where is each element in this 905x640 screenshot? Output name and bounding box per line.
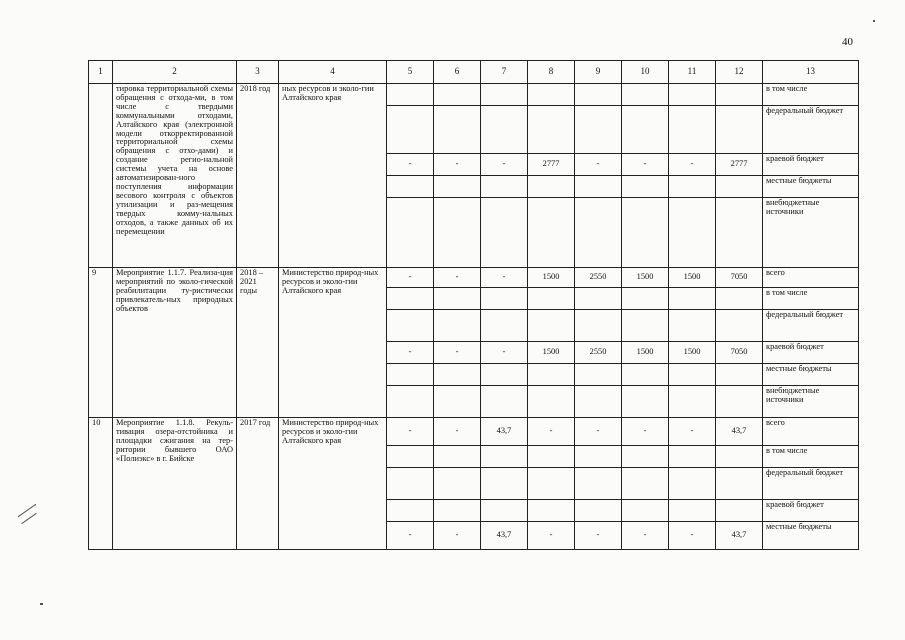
row-number: 9: [89, 268, 113, 418]
value-cell: [481, 84, 528, 106]
funding-source-cell: федеральный бюджет: [763, 310, 859, 342]
value-cell: [669, 500, 716, 522]
column-header: 8: [528, 61, 575, 84]
value-cell: [387, 310, 434, 342]
table-row: [89, 418, 859, 446]
value-cell: [387, 106, 434, 154]
value-cell: -: [669, 418, 716, 446]
value-cell: [669, 288, 716, 310]
value-cell: [622, 106, 669, 154]
funding-source-cell: федеральный бюджет: [763, 106, 859, 154]
value-cell: [434, 84, 481, 106]
value-cell: -: [575, 522, 622, 550]
value-cell: [622, 386, 669, 418]
funding-source-cell: в том числе: [763, 446, 859, 468]
value-cell: [387, 364, 434, 386]
value-cell: [481, 386, 528, 418]
column-header: 6: [434, 61, 481, 84]
value-cell: [669, 84, 716, 106]
value-cell: [481, 106, 528, 154]
value-cell: 2777: [716, 154, 763, 176]
value-cell: 1500: [622, 342, 669, 364]
column-header: 11: [669, 61, 716, 84]
value-cell: -: [481, 268, 528, 288]
value-cell: -: [481, 342, 528, 364]
value-cell: 43,7: [716, 418, 763, 446]
event-description: тировка территориальной схемы обращения с отхода-ми, в том числе с твердыми коммунальными отходами, Алтайского края (электронной модели откорректированной территориальной схемы обращения с отхо-дами) и создание регио-нальной системы учета на основе автоматизирован-ного поступления информации весового контроля с объектов утилизации и раз-мещения твердых комму-нальных отходов, а также данных об их перемещении: [113, 84, 237, 268]
value-cell: [716, 176, 763, 198]
value-cell: [434, 364, 481, 386]
value-cell: [669, 176, 716, 198]
value-cell: [528, 446, 575, 468]
value-cell: [387, 500, 434, 522]
column-header: 4: [279, 61, 387, 84]
value-cell: [528, 500, 575, 522]
scan-speck: [21, 513, 36, 524]
value-cell: -: [387, 418, 434, 446]
funding-source-cell: краевой бюджет: [763, 500, 859, 522]
column-header: 7: [481, 61, 528, 84]
value-cell: [528, 310, 575, 342]
value-cell: [575, 198, 622, 268]
table-row: [89, 268, 859, 288]
value-cell: [481, 500, 528, 522]
value-cell: -: [622, 418, 669, 446]
value-cell: [575, 468, 622, 500]
value-cell: [716, 468, 763, 500]
value-cell: [481, 310, 528, 342]
value-cell: [716, 288, 763, 310]
value-cell: [434, 176, 481, 198]
value-cell: [528, 468, 575, 500]
table-row: [89, 84, 859, 106]
header-row: [89, 61, 859, 84]
period-cell: 2017 год: [237, 418, 279, 550]
scan-speck: [873, 20, 875, 22]
value-cell: [575, 288, 622, 310]
budget-table: [88, 60, 859, 550]
funding-source-cell: всего: [763, 418, 859, 446]
value-cell: [716, 310, 763, 342]
value-cell: [716, 84, 763, 106]
funding-source-cell: в том числе: [763, 288, 859, 310]
value-cell: [481, 198, 528, 268]
value-cell: 43,7: [481, 418, 528, 446]
value-cell: [716, 198, 763, 268]
value-cell: -: [434, 418, 481, 446]
period-cell: 2018 – 2021 годы: [237, 268, 279, 418]
value-cell: [716, 386, 763, 418]
value-cell: -: [528, 522, 575, 550]
page-number: 40: [842, 36, 853, 48]
executor-cell: ных ресурсов и эколо-гии Алтайского края: [279, 84, 387, 268]
value-cell: [622, 500, 669, 522]
value-cell: 1500: [528, 268, 575, 288]
event-description: Мероприятие 1.1.8. Рекуль-тивация озера-отстойника и площадки сжигания на тер-ритории бывшего ОАО «Полиэкс» в г. Бийске: [113, 418, 237, 550]
value-cell: 43,7: [481, 522, 528, 550]
column-header: 12: [716, 61, 763, 84]
value-cell: [575, 176, 622, 198]
value-cell: [481, 176, 528, 198]
value-cell: [387, 176, 434, 198]
value-cell: [622, 176, 669, 198]
value-cell: [528, 106, 575, 154]
funding-source-cell: в том числе: [763, 84, 859, 106]
value-cell: [434, 468, 481, 500]
value-cell: -: [575, 154, 622, 176]
value-cell: [622, 446, 669, 468]
value-cell: -: [434, 154, 481, 176]
column-header: 9: [575, 61, 622, 84]
value-cell: -: [387, 342, 434, 364]
value-cell: [434, 500, 481, 522]
value-cell: [716, 106, 763, 154]
value-cell: -: [669, 154, 716, 176]
value-cell: [387, 288, 434, 310]
funding-source-cell: местные бюджеты: [763, 364, 859, 386]
value-cell: [481, 288, 528, 310]
value-cell: [434, 198, 481, 268]
value-cell: [575, 106, 622, 154]
value-cell: [481, 364, 528, 386]
value-cell: [434, 310, 481, 342]
column-header: 5: [387, 61, 434, 84]
value-cell: [528, 84, 575, 106]
value-cell: -: [434, 522, 481, 550]
value-cell: [575, 84, 622, 106]
row-number: 10: [89, 418, 113, 550]
value-cell: [575, 386, 622, 418]
column-header: 10: [622, 61, 669, 84]
value-cell: -: [575, 418, 622, 446]
funding-source-cell: местные бюджеты: [763, 176, 859, 198]
value-cell: [716, 446, 763, 468]
period-cell: 2018 год: [237, 84, 279, 268]
column-header: 3: [237, 61, 279, 84]
scan-speck: [40, 603, 43, 605]
funding-source-cell: всего: [763, 268, 859, 288]
funding-source-cell: краевой бюджет: [763, 154, 859, 176]
value-cell: [622, 468, 669, 500]
value-cell: -: [622, 522, 669, 550]
value-cell: [716, 364, 763, 386]
value-cell: [575, 310, 622, 342]
value-cell: -: [387, 522, 434, 550]
funding-source-cell: внебюджетные источники: [763, 386, 859, 418]
value-cell: [622, 198, 669, 268]
value-cell: [387, 468, 434, 500]
column-header: 1: [89, 61, 113, 84]
row-number: [89, 84, 113, 268]
executor-cell: Министерство природ-ных ресурсов и эколо-гии Алтайского края: [279, 418, 387, 550]
value-cell: 43,7: [716, 522, 763, 550]
value-cell: 1500: [669, 268, 716, 288]
column-header: 13: [763, 61, 859, 84]
value-cell: -: [434, 342, 481, 364]
value-cell: [434, 106, 481, 154]
value-cell: [434, 446, 481, 468]
value-cell: 1500: [622, 268, 669, 288]
value-cell: [622, 288, 669, 310]
value-cell: [575, 500, 622, 522]
value-cell: -: [434, 268, 481, 288]
value-cell: [387, 84, 434, 106]
value-cell: -: [528, 418, 575, 446]
event-description: Мероприятие 1.1.7. Реализа-ция мероприятий по эколо-гической реабилитации ту-ристически привлекатель-ных природных объектов: [113, 268, 237, 418]
value-cell: [481, 468, 528, 500]
value-cell: 1500: [528, 342, 575, 364]
value-cell: 2550: [575, 268, 622, 288]
value-cell: [669, 446, 716, 468]
value-cell: -: [481, 154, 528, 176]
value-cell: [528, 288, 575, 310]
value-cell: [528, 176, 575, 198]
value-cell: [528, 364, 575, 386]
value-cell: -: [387, 268, 434, 288]
value-cell: [669, 386, 716, 418]
value-cell: 1500: [669, 342, 716, 364]
column-header: 2: [113, 61, 237, 84]
value-cell: 7050: [716, 342, 763, 364]
value-cell: [575, 364, 622, 386]
value-cell: -: [669, 522, 716, 550]
value-cell: [669, 364, 716, 386]
value-cell: 7050: [716, 268, 763, 288]
value-cell: [481, 446, 528, 468]
value-cell: [669, 468, 716, 500]
value-cell: [622, 84, 669, 106]
value-cell: [669, 106, 716, 154]
value-cell: [669, 198, 716, 268]
value-cell: [434, 386, 481, 418]
funding-source-cell: местные бюджеты: [763, 522, 859, 550]
value-cell: [669, 310, 716, 342]
value-cell: 2550: [575, 342, 622, 364]
value-cell: [387, 198, 434, 268]
value-cell: [387, 386, 434, 418]
value-cell: [387, 446, 434, 468]
value-cell: -: [387, 154, 434, 176]
value-cell: -: [622, 154, 669, 176]
value-cell: [622, 310, 669, 342]
value-cell: [622, 364, 669, 386]
value-cell: [716, 500, 763, 522]
value-cell: [528, 386, 575, 418]
funding-source-cell: внебюджетные источники: [763, 198, 859, 268]
value-cell: [434, 288, 481, 310]
executor-cell: Министерство природ-ных ресурсов и эколо-гии Алтайского края: [279, 268, 387, 418]
funding-source-cell: краевой бюджет: [763, 342, 859, 364]
value-cell: [575, 446, 622, 468]
funding-source-cell: федеральный бюджет: [763, 468, 859, 500]
value-cell: [528, 198, 575, 268]
value-cell: 2777: [528, 154, 575, 176]
